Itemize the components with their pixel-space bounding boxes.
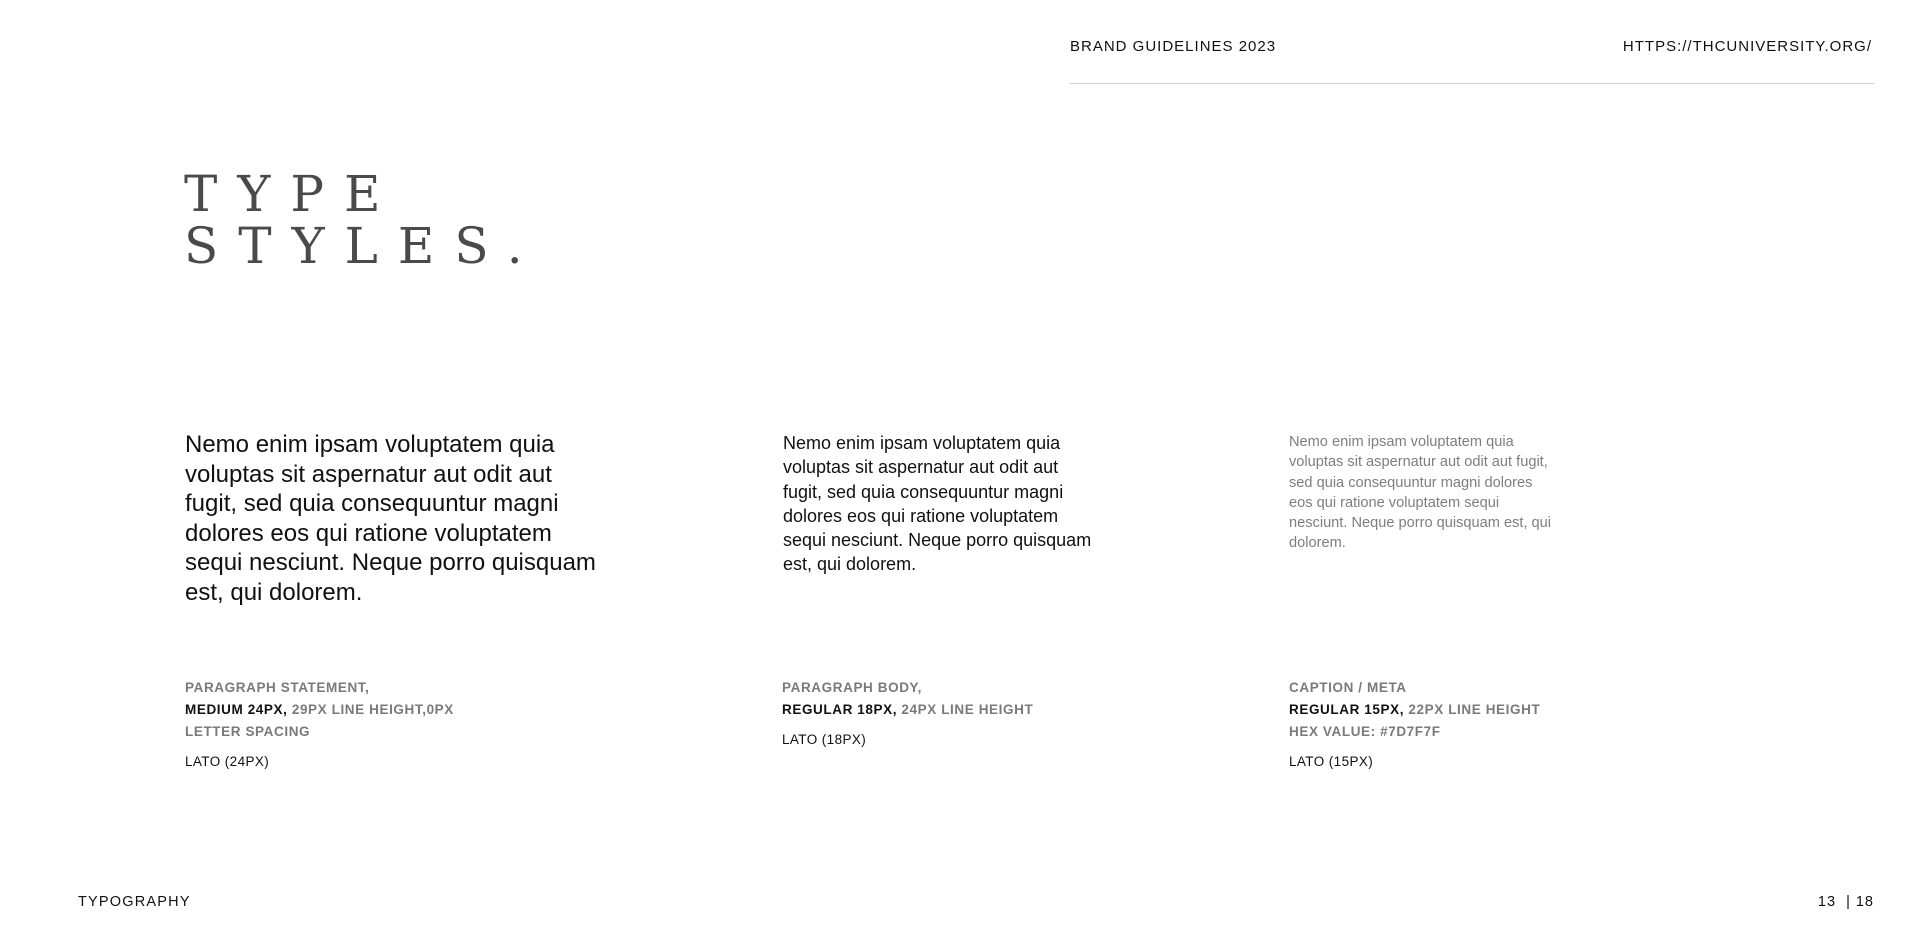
spec-line-height: 29PX LINE HEIGHT,0PX	[287, 702, 454, 717]
spec-weight-size: REGULAR 18PX,	[782, 702, 898, 717]
spec-hex-value: HEX VALUE: #7D7F7F	[1289, 724, 1441, 739]
spec-font-tag: LATO (24PX)	[185, 754, 270, 769]
paragraph-body-spec	[782, 677, 1033, 751]
caption-meta-sample: Nemo enim ipsam voluptatem quia voluptas sit aspernatur aut odit aut fugit, sed quia consequuntur magni dolores eos qui ratione voluptatem sequi nesciunt. Neque porro quisquam est, qui dolorem.	[1289, 434, 1552, 552]
spec-size-line	[1289, 699, 1540, 721]
spec-style-name: PARAGRAPH STATEMENT,	[185, 680, 370, 695]
caption-meta-spec	[1289, 677, 1540, 773]
spec-line-height: 22PX LINE HEIGHT	[1404, 702, 1541, 717]
spec-weight-size: MEDIUM 24PX,	[185, 702, 288, 717]
page-title-line-1: TYPE	[184, 165, 401, 223]
spec-line-height: 24PX LINE HEIGHT	[897, 702, 1034, 717]
header-document-title: BRAND GUIDELINES 2023	[1070, 38, 1277, 55]
paragraph-statement-spec	[185, 677, 454, 773]
header-website-url[interactable]: HTTPS://THCUNIVERSITY.ORG/	[1622, 38, 1872, 55]
spec-letter-spacing: LETTER SPACING	[185, 724, 311, 739]
page-title-line-2: STYLES.	[184, 217, 543, 275]
spec-font-tag: LATO (15PX)	[1289, 754, 1374, 769]
header-divider	[1070, 83, 1874, 84]
footer-page-number: 13 | 18	[1817, 894, 1874, 910]
page-title	[184, 165, 543, 275]
spec-size-line	[782, 699, 1033, 721]
spec-style-name: PARAGRAPH BODY,	[782, 680, 923, 695]
paragraph-body-sample: Nemo enim ipsam voluptatem quia voluptas sit aspernatur aut odit aut fugit, sed quia consequuntur magni dolores eos qui ratione voluptatem sequi nesciunt. Neque porro quisquam est, qui dolorem.	[783, 433, 1092, 575]
spec-size-line	[185, 699, 454, 721]
paragraph-statement-sample: Nemo enim ipsam voluptatem quia voluptas sit aspernatur aut odit aut fugit, sed quia consequuntur magni dolores eos qui ratione voluptatem sequi nesciunt. Neque porro quisquam est, qui dolorem.	[185, 431, 596, 606]
spec-style-name: CAPTION / META	[1289, 680, 1407, 695]
spec-font-tag: LATO (18PX)	[782, 732, 867, 747]
spec-weight-size: REGULAR 15PX,	[1289, 702, 1405, 717]
footer-section-name: TYPOGRAPHY	[78, 894, 191, 910]
